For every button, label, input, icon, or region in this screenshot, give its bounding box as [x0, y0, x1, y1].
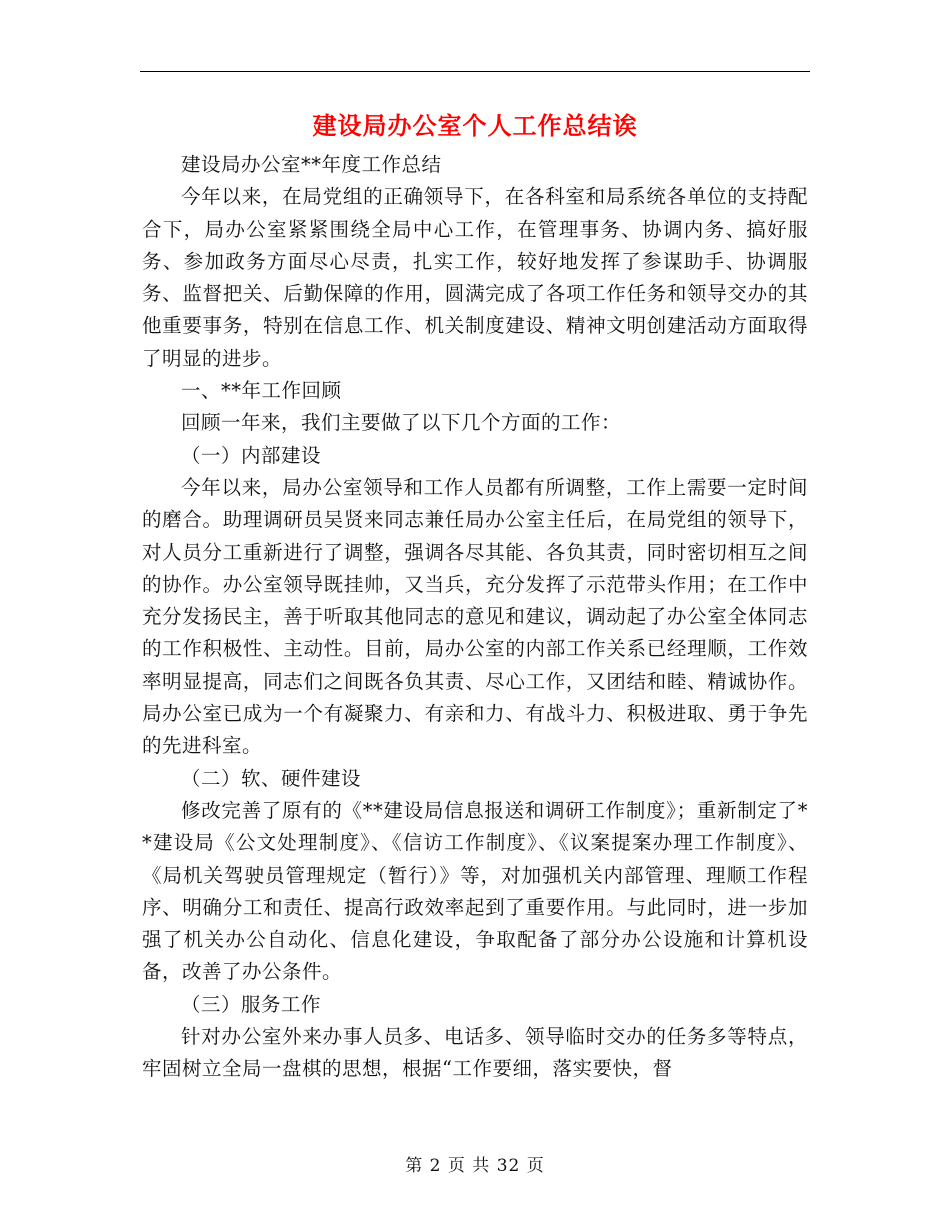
- paragraph-subtitle: 建设局办公室**年度工作总结: [181, 153, 442, 176]
- paragraph-software-hardware: 修改完善了原有的《**建设局信息报送和调研工作制度》；重新制定了**建设局《公文处理制度》、《信访工作制度》、《议案提案办理工作制度》、《局机关驾驶员管理规定（暂行）》等，对加强机关内部管理、理顺工作程序、明确分工和责任、提高行政效率起到了重要作用。与此同时，进一步加强了机关办公自动化、信息化建设，争取配备了部分办公设施和计算机设备，改善了办公条件。: [142, 798, 808, 984]
- paragraph-service: 针对办公室外来办事人员多、电话多、领导临时交办的任务多等特点，牢固树立全局一盘棋的思想，根据“工作要细，落实要快，督: [142, 1025, 808, 1081]
- footer-total-pages: 32: [496, 1156, 521, 1176]
- paragraph-review-lead: 回顾一年来，我们主要做了以下几个方面的工作：: [181, 411, 622, 435]
- subheading-service: （三）服务工作: [181, 992, 322, 1016]
- footer-label-total: 共: [472, 1156, 491, 1176]
- footer-label-page-unit: 页: [447, 1156, 466, 1176]
- subheading-internal: （一）内部建设: [181, 443, 322, 467]
- footer-current-page: 2: [429, 1156, 442, 1176]
- page-footer: [0, 1154, 950, 1178]
- section-heading-review: 一、**年工作回顾: [181, 379, 342, 403]
- subheading-software-hardware: （二）软、硬件建设: [181, 766, 362, 790]
- paragraph-intro: 今年以来，在局党组的正确领导下，在各科室和局系统各单位的支持配合下，局办公室紧紧围绕全局中心工作，在管理事务、协调内务、搞好服务、参加政务方面尽心尽责，扎实工作，较好地发挥了参谋助手、协调服务、监督把关、后勤保障的作用，圆满完成了各项工作任务和领导交办的其他重要事务，特别在信息工作、机关制度建设、精神文明创建活动方面取得了明显的进步。: [142, 185, 808, 370]
- footer-label-page: 第: [405, 1156, 424, 1176]
- footer-label-total-unit: 页: [526, 1156, 545, 1176]
- document-title: 建设局办公室个人工作总结诶: [312, 111, 638, 140]
- paragraph-internal: 今年以来，局办公室领导和工作人员都有所调整，工作上需要一定时间的磨合。助理调研员吴贤来同志兼任局办公室主任后，在局党组的领导下，对人员分工重新进行了调整，强调各尽其能、各负其责，同时密切相互之间的协作。办公室领导既挂帅，又当兵，充分发挥了示范带头作用；在工作中充分发扬民主，善于听取其他同志的意见和建议，调动起了办公室全体同志的工作积极性、主动性。目前，局办公室的内部工作关系已经理顺，工作效率明显提高，同志们之间既各负其责、尽心工作，又团结和睦、精诚协作。局办公室已成为一个有凝聚力、有亲和力、有战斗力、积极进取、勇于争先的先进科室。: [142, 475, 808, 758]
- document-body: [142, 149, 808, 1086]
- header-rule: [140, 71, 810, 72]
